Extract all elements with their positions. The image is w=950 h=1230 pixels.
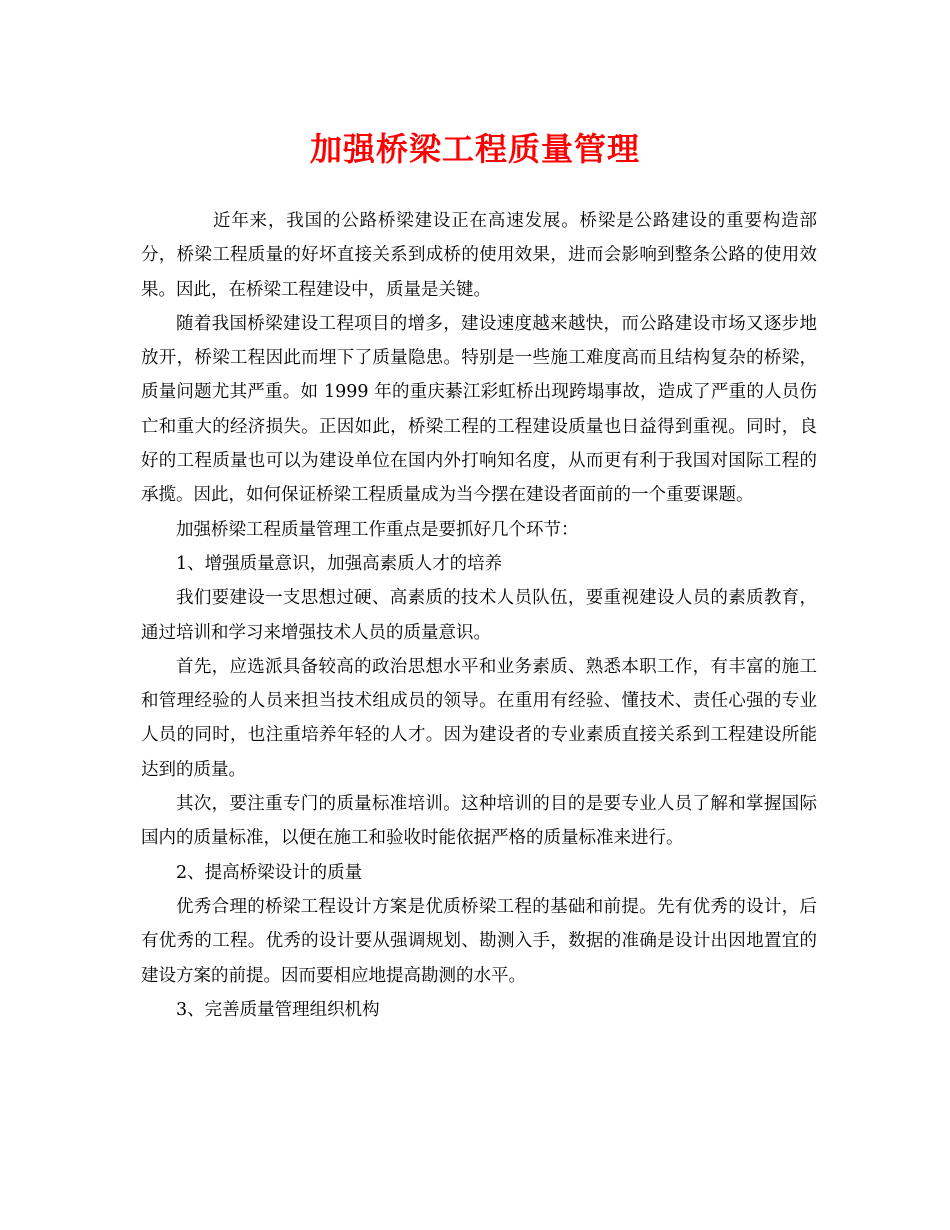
section-heading-1: 1、增强质量意识，加强高素质人才的培养 [176,553,503,574]
section-heading-3: 3、完善质量管理组织机构 [176,999,380,1020]
paragraph-key-points: 加强桥梁工程质量管理工作重点是要抓好几个环节： [176,519,579,540]
paragraph-team: 我们要建设一支思想过硬、高素质的技术人员队伍，要重视建设人员的素质教育，通过培训和学习来增强技术人员的质量意识。 [141,588,817,643]
section-heading-2: 2、提高桥梁设计的质量 [176,862,363,883]
document-body [141,204,817,1027]
paragraph-background: 随着我国桥梁建设工程项目的增多，建设速度越来越快，而公路建设市场又逐步地放开，桥梁工程因此而埋下了质量隐患。特别是一些施工难度高而且结构复杂的桥梁，质量问题尤其严重。如 1999 年的重庆綦江彩虹桥出现跨塌事故，造成了严重的人员伤亡和重大的经济损失。正因如此，桥梁工程的工程建设质量也日益得到重视。同时，良好的工程质量也可以为建设单位在国内外打响知名度，从而更有利于我国对国际工程的承揽。因此，如何保证桥梁工程质量成为当今摆在建设者面前的一个重要课题。 [141,313,817,506]
paragraph-first: 首先，应选派具备较高的政治思想水平和业务素质、熟悉本职工作，有丰富的施工和管理经验的人员来担当技术组成员的领导。在重用有经验、懂技术、责任心强的专业人员的同时，也注重培养年轻的人才。因为建设者的专业素质直接关系到工程建设所能达到的质量。 [141,656,817,780]
paragraph-second: 其次，要注重专门的质量标准培训。这种培训的目的是要专业人员了解和掌握国际国内的质量标准，以便在施工和验收时能依据严格的质量标准来进行。 [141,794,817,849]
paragraph-design: 优秀合理的桥梁工程设计方案是优质桥梁工程的基础和前提。先有优秀的设计，后有优秀的工程。优秀的设计要从强调规划、勘测入手，数据的准确是设计出因地置宜的建设方案的前提。因而要相应地提高勘测的水平。 [141,896,817,986]
paragraph-intro: 近年来，我国的公路桥梁建设正在高速发展。桥梁是公路建设的重要构造部分，桥梁工程质量的好坏直接关系到成桥的使用效果，进而会影响到整条公路的使用效果。因此，在桥梁工程建设中，质量是关键。 [141,211,817,300]
document-title: 加强桥梁工程质量管理 [309,130,640,168]
